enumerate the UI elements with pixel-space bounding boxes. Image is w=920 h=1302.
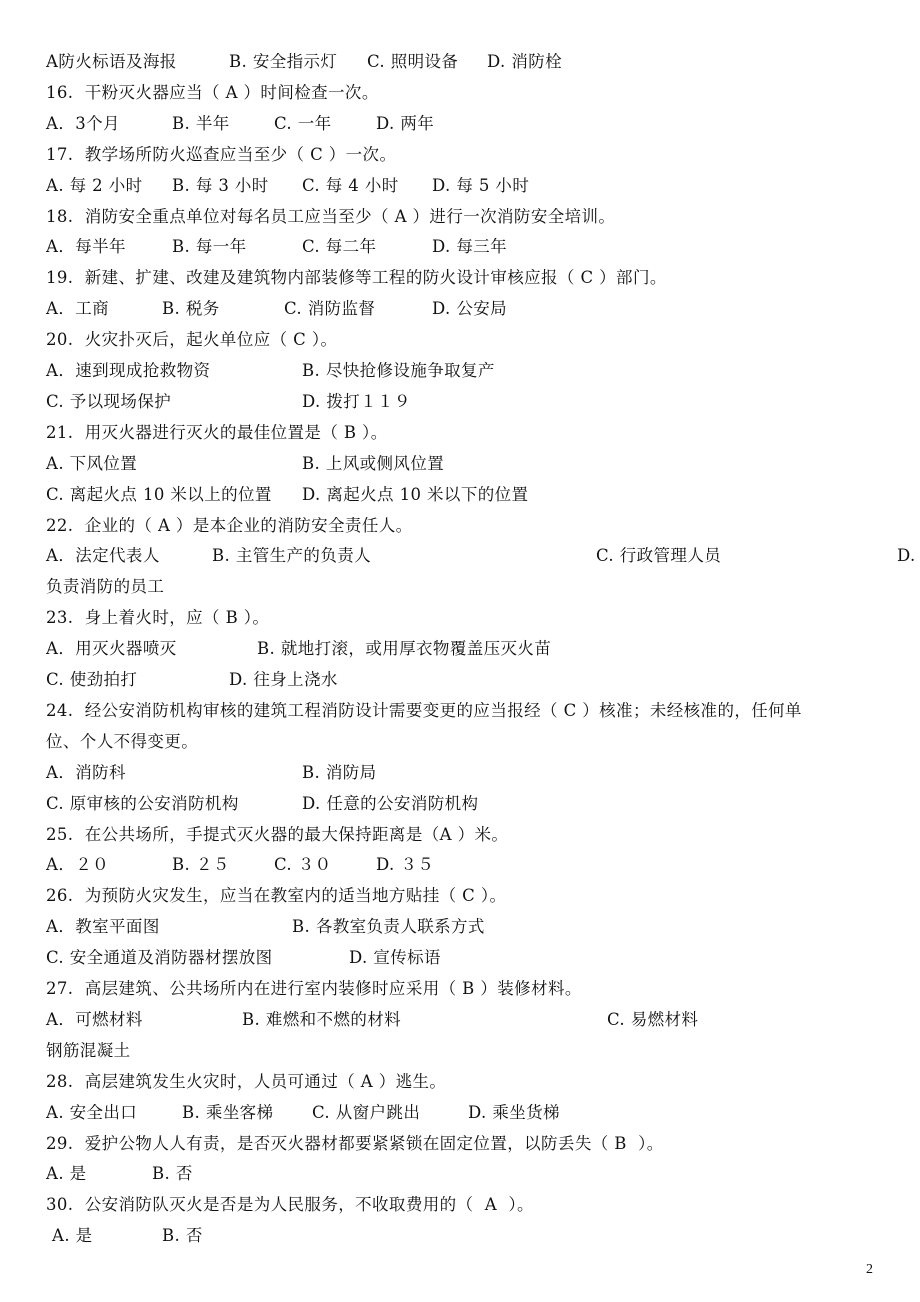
line-text: A．教室平面图 bbox=[46, 917, 160, 936]
line-text: C. 安全通道及消防器材摆放图 bbox=[46, 948, 273, 967]
line-text: A．可燃材料 bbox=[46, 1010, 143, 1029]
option-text: C. 易燃材料 bbox=[607, 1010, 699, 1029]
line-text: C. 予以现场保护 bbox=[46, 392, 172, 411]
line-text: C. 使劲拍打 bbox=[46, 670, 138, 689]
option-text: C. 照明设备 bbox=[367, 52, 459, 71]
option-text: D. 乘坐货梯 bbox=[468, 1103, 560, 1122]
option-text: D. bbox=[897, 546, 916, 565]
option-text: B. 否 bbox=[152, 1164, 193, 1183]
line-text: A. 安全出口 bbox=[46, 1103, 138, 1122]
line-text: 位、个人不得变更。 bbox=[46, 732, 199, 751]
option-text: D. 消防栓 bbox=[487, 52, 563, 71]
option-text: C. 每 4 小时 bbox=[302, 176, 399, 195]
option-text: B. 每 3 小时 bbox=[172, 176, 269, 195]
line-text: 25. 在公共场所，手提式灭火器的最大保持距离是（A ）米。 bbox=[46, 825, 509, 844]
line-text: A. 是 bbox=[46, 1164, 87, 1183]
option-text: B. 尽快抢修设施争取复产 bbox=[302, 361, 495, 380]
option-text: B. 乘坐客梯 bbox=[182, 1103, 274, 1122]
line-text: A．工商 bbox=[46, 299, 110, 318]
line-text: 24. 经公安消防机构审核的建筑工程消防设计需要变更的应当报经（ C ）核准；未经核准的，任何单 bbox=[46, 701, 802, 720]
option-text: B. 税务 bbox=[162, 299, 220, 318]
option-text: B. 消防局 bbox=[302, 763, 377, 782]
line-text: 29. 爱护公物人人有责，是否灭火器材都要紧紧锁在固定位置，以防丢失（ B ）。 bbox=[46, 1134, 664, 1153]
line-text: 22. 企业的（ A ）是本企业的消防安全责任人。 bbox=[46, 516, 413, 535]
line-text: A．法定代表人 bbox=[46, 546, 160, 565]
option-text: D. 宣传标语 bbox=[349, 948, 441, 967]
option-text: B. 安全指示灯 bbox=[229, 52, 338, 71]
option-text: D. 拨打１１９ bbox=[302, 392, 411, 411]
option-text: C. 行政管理人员 bbox=[596, 546, 722, 565]
option-text: D. ３５ bbox=[376, 855, 435, 874]
line-text: A．用灭火器喷灭 bbox=[46, 639, 177, 658]
line-text: C. 离起火点 10 米以上的位置 bbox=[46, 485, 272, 504]
line-text: 20. 火灾扑灭后，起火单位应（ C ）。 bbox=[46, 330, 338, 349]
option-text: B. 难燃和不燃的材料 bbox=[242, 1010, 402, 1029]
option-text: D. 公安局 bbox=[432, 299, 508, 318]
line-text: 负责消防的员工 bbox=[46, 577, 165, 596]
option-text: C. 每二年 bbox=[302, 237, 377, 256]
option-text: B. 半年 bbox=[172, 114, 230, 133]
option-text: B. 各教室负责人联系方式 bbox=[292, 917, 485, 936]
line-text: A. 是 bbox=[52, 1226, 93, 1245]
line-text: A．２０ bbox=[46, 855, 110, 874]
line-text: 27. 高层建筑、公共场所内在进行室内装修时应采用（ B ）装修材料。 bbox=[46, 979, 582, 998]
option-text: D. 任意的公安消防机构 bbox=[302, 794, 479, 813]
line-text: 26. 为预防火灾发生，应当在教室内的适当地方贴挂（ C ）。 bbox=[46, 886, 507, 905]
option-text: D. 往身上浇水 bbox=[229, 670, 338, 689]
option-text: B. 上风或侧风位置 bbox=[302, 454, 445, 473]
option-text: D. 两年 bbox=[376, 114, 435, 133]
option-text: C. 从窗户跳出 bbox=[312, 1103, 421, 1122]
line-text: C. 原审核的公安消防机构 bbox=[46, 794, 239, 813]
option-text: D. 每 5 小时 bbox=[432, 176, 530, 195]
option-text: C. ３０ bbox=[274, 855, 332, 874]
line-text: A．消防科 bbox=[46, 763, 126, 782]
line-text: A. 每 2 小时 bbox=[46, 176, 143, 195]
line-text: 17. 教学场所防火巡查应当至少（ C ）一次。 bbox=[46, 145, 397, 164]
line-text: A．每半年 bbox=[46, 237, 126, 256]
line-text: A. 下风位置 bbox=[46, 454, 138, 473]
option-text: B. 就地打滚，或用厚衣物覆盖压灭火苗 bbox=[257, 639, 552, 658]
line-text: 18. 消防安全重点单位对每名员工应当至少（ A ）进行一次消防安全培训。 bbox=[46, 207, 616, 226]
line-text: 30. 公安消防队灭火是否是为人民服务，不收取费用的（ A ）。 bbox=[46, 1195, 534, 1214]
line-text: 28. 高层建筑发生火灾时，人员可通过（ A ）逃生。 bbox=[46, 1072, 447, 1091]
line-text: A防火标语及海报 bbox=[46, 52, 177, 71]
page-number: 2 bbox=[866, 1262, 873, 1277]
option-text: B. 否 bbox=[162, 1226, 203, 1245]
option-text: B. 每一年 bbox=[172, 237, 247, 256]
option-text: B. 主管生产的负责人 bbox=[212, 546, 372, 565]
line-text: A．3个月 bbox=[46, 114, 120, 133]
line-text: 21. 用灭火器进行灭火的最佳位置是（ B ）。 bbox=[46, 423, 388, 442]
option-text: C. 一年 bbox=[274, 114, 332, 133]
option-text: B. ２５ bbox=[172, 855, 230, 874]
line-text: A．速到现成抢救物资 bbox=[46, 361, 211, 380]
option-text: D. 每三年 bbox=[432, 237, 508, 256]
line-text: 19. 新建、扩建、改建及建筑物内部装修等工程的防火设计审核应报（ C ）部门。 bbox=[46, 268, 667, 287]
line-text: 16. 干粉灭火器应当（ A ）时间检查一次。 bbox=[46, 83, 379, 102]
option-text: D. 离起火点 10 米以下的位置 bbox=[302, 485, 529, 504]
line-text: 钢筋混凝土 bbox=[46, 1041, 131, 1060]
option-text: C. 消防监督 bbox=[284, 299, 376, 318]
line-text: 23. 身上着火时，应（ B ）。 bbox=[46, 608, 270, 627]
